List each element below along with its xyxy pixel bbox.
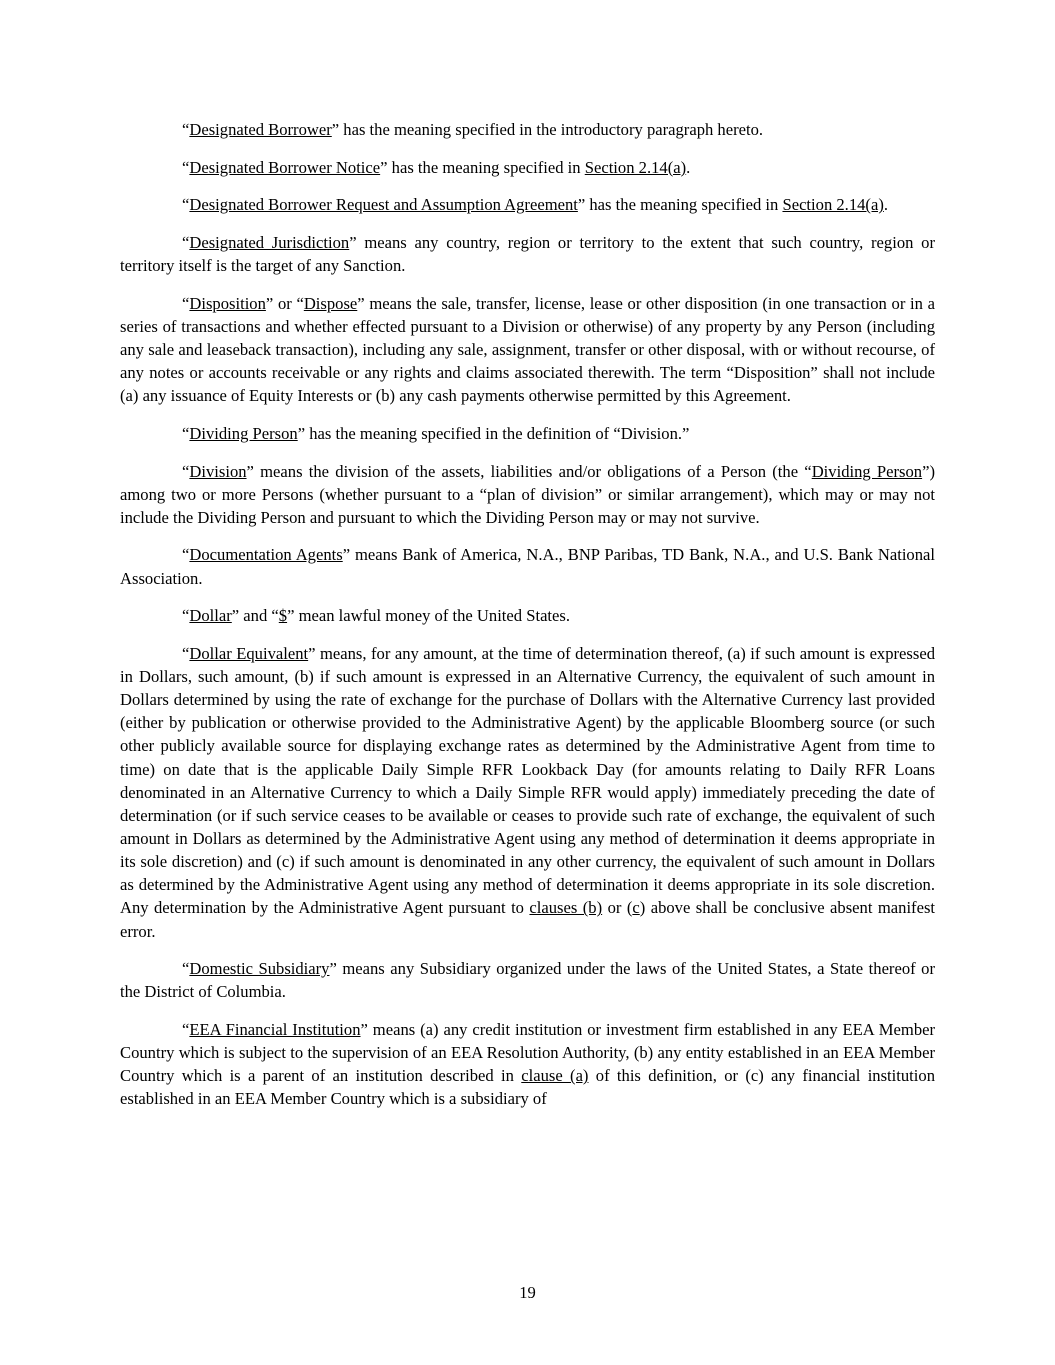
defined-term: Disposition <box>189 293 266 313</box>
text-run: “ <box>182 232 190 252</box>
text-run: . <box>883 195 889 215</box>
paragraph-disposition <box>120 292 935 408</box>
text-run: “ <box>182 545 190 565</box>
defined-term: c <box>632 898 640 918</box>
text-run: ” has the meaning specified in <box>577 195 783 215</box>
text-run: “ <box>182 423 190 443</box>
defined-term: Designated Borrower Notice <box>189 157 381 177</box>
paragraph-division <box>120 460 935 529</box>
text-run: ” means Bank of America, N.A., BNP Paribas, TD Bank, N.A., and U.S. Bank National Association. <box>120 545 935 588</box>
paragraph-designated-borrower <box>120 118 935 141</box>
text-run: “ <box>182 1020 190 1039</box>
text-run: ” means any country, region or territory to the extent that such country, region or territory itself is the target of any Sanction. <box>120 232 935 276</box>
defined-term: EEA Financial Institution <box>189 1020 361 1039</box>
text-run: ” has the meaning specified in <box>380 157 585 177</box>
text-run: or ( <box>602 898 633 918</box>
text-run: ” has the meaning specified in the definition of “Division.” <box>297 423 690 443</box>
defined-term: clauses (b) <box>529 898 603 918</box>
text-run: “ <box>182 293 190 313</box>
document-body <box>120 118 935 1111</box>
defined-term: Dividing Person <box>811 461 923 481</box>
text-run: “ <box>182 120 190 139</box>
text-run: ” or “ <box>265 293 304 313</box>
paragraph-documentation-agents <box>120 543 935 589</box>
text-run: ” means any Subsidiary organized under the laws of the United States, a State thereof or the District of Columbia. <box>120 959 935 1002</box>
defined-term: Section 2.14(a) <box>584 157 687 177</box>
text-run: “ <box>182 195 190 215</box>
text-run: ) above shall be conclusive absent manifest error. <box>120 898 936 941</box>
paragraph-dollar <box>120 604 935 627</box>
defined-term: Domestic Subsidiary <box>189 959 330 979</box>
text-run: ” mean lawful money of the United States. <box>287 606 571 626</box>
text-run: ” means, for any amount, at the time of determination thereof, (a) if such amount is expressed in Dollars, such amount, (b) if such amount is expressed in an Alternative Currency, the equivalent of such amount in Dollars determined by using the rate of exchange for the purchase of Dollars with the Alternative Currency last provided (either by publication or otherwise provided to the Administrative Agent) by the applicable Bloomberg source (or such other publicly available source for displaying exchange rates as determined by the Administrative Agent from time to time) on date that is the applicable Daily Simple RFR Lookback Day (for amounts relating to Daily RFR Loans denominated in an Alternative Currency to which a Daily Simple RFR would apply) immediately preceding the date of determination (or if such service ceases to be available or ceases to provide such rate of exchange, the equivalent of such amount in Dollars as determined by the Administrative Agent using any method of determination it deems appropriate in its sole discretion) and (c) if such amount is denominated in any other currency, the equivalent of such amount in Dollars as determined by the Administrative Agent using any method of determination it deems appropriate in its sole discretion. Any determination by the Administrative Agent pursuant to <box>120 643 935 918</box>
text-run: ” means (a) any credit institution or investment firm established in any EEA Member Country which is subject to the supervision of an EEA Resolution Authority, (b) any entity established in an EEA Member Country which is a parent of an institution described in <box>120 1020 936 1086</box>
text-run: ” means the division of the assets, liabilities and/or obligations of a Person (the “ <box>246 461 812 481</box>
defined-term: Section 2.14(a) <box>782 195 884 215</box>
text-run: “ <box>182 606 190 626</box>
paragraph-eea-financial-institution <box>120 1018 935 1111</box>
page-number: 19 <box>519 1283 536 1302</box>
text-run: “ <box>182 959 190 979</box>
paragraph-dividing-person <box>120 422 935 445</box>
paragraph-designated-borrower-notice <box>120 156 935 179</box>
defined-term: Dividing Person <box>189 423 298 443</box>
text-run: “ <box>182 157 190 177</box>
text-run: ” has the meaning specified in the introductory paragraph hereto. <box>331 120 764 139</box>
text-run: ” means the sale, transfer, license, lease or other disposition (in one transaction or in a series of transactions and whether effected pursuant to a Division or otherwise) of any property by any Person (including any sale and leaseback transaction), including any sale, assignment, transfer or other disposal, with or without recourse, of any notes or accounts receivable or any rights and claims associated therewith. The term “Disposition” shall not include (a) any issuance of Equity Interests or (b) any cash payments otherwise permitted by this Agreement. <box>120 293 935 406</box>
defined-term: Dispose <box>303 293 358 313</box>
defined-term: clause (a) <box>521 1066 589 1086</box>
defined-term: Dollar <box>189 606 232 626</box>
paragraph-designated-jurisdiction <box>120 231 935 277</box>
defined-term: $ <box>278 606 288 626</box>
paragraph-dollar-equivalent <box>120 642 935 943</box>
text-run: ” and “ <box>231 606 279 626</box>
text-run: . <box>686 157 691 177</box>
text-run: “ <box>182 461 190 481</box>
text-run: of this definition, or (c) any financial institution established in an EEA Member Country which is a subsidiary of <box>120 1066 935 1109</box>
defined-term: Documentation Agents <box>189 545 343 565</box>
paragraph-domestic-subsidiary <box>120 957 935 1003</box>
defined-term: Division <box>189 461 247 481</box>
defined-term: Dollar Equivalent <box>189 643 309 663</box>
text-run: ”) among two or more Persons (whether pursuant to a “plan of division” or similar arrangement), which may or may not include the Dividing Person and pursuant to which the Dividing Person may or may not survive. <box>120 461 935 527</box>
paragraph-designated-borrower-request-and-assumption-agreement <box>120 193 935 216</box>
defined-term: Designated Jurisdiction <box>189 232 350 252</box>
text-run: “ <box>182 643 190 663</box>
defined-term: Designated Borrower <box>189 120 332 139</box>
defined-term: Designated Borrower Request and Assumption Agreement <box>189 195 578 215</box>
